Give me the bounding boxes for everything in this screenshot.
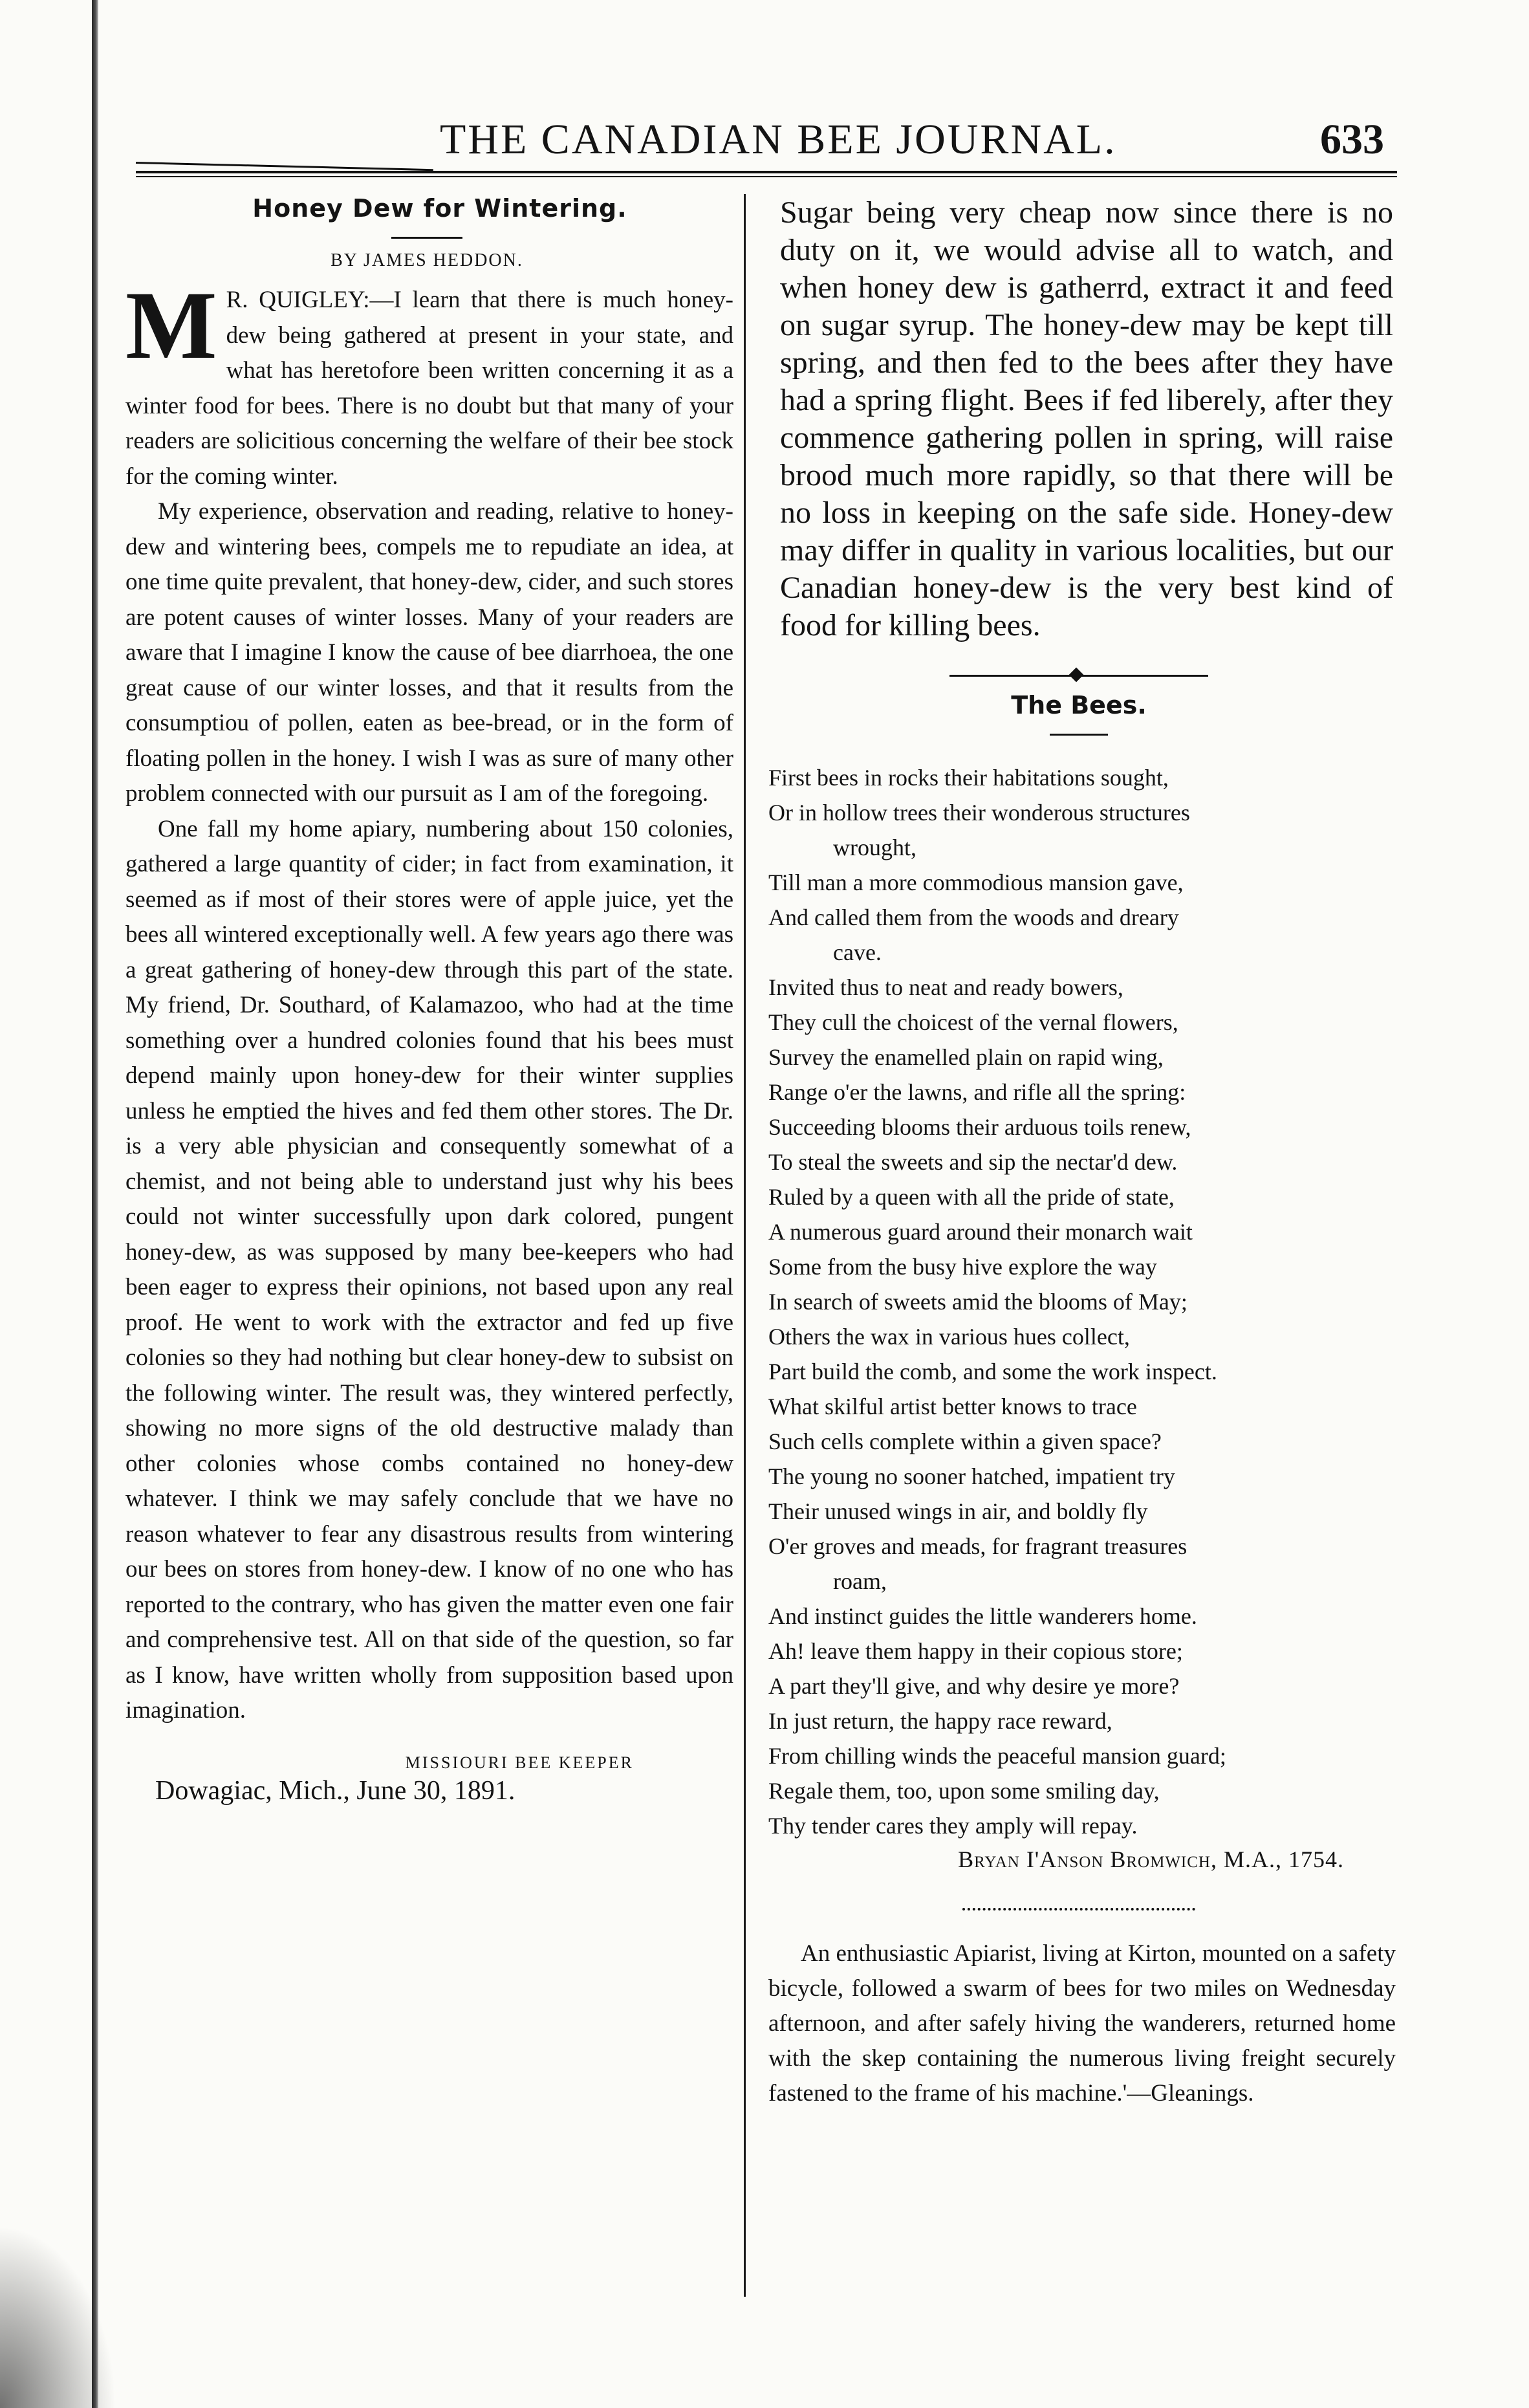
column-divider xyxy=(744,194,746,2297)
poem-line: Their unused wings in air, and boldly fly xyxy=(768,1498,1148,1524)
poem-line: And instinct guides the little wanderers home. xyxy=(768,1603,1197,1629)
poem-line: Regale them, too, upon some smiling day, xyxy=(768,1778,1160,1804)
poem-body xyxy=(755,760,1402,1843)
poem-line: Ah! leave them happy in their copious store; xyxy=(768,1638,1183,1664)
poem-line: First bees in rocks their habitations sought, xyxy=(768,765,1169,791)
dotted-separator xyxy=(962,1908,1195,1910)
article-body xyxy=(116,272,737,1729)
poem-line: In just return, the happy race reward, xyxy=(768,1708,1112,1734)
article-paragraph: One fall my home apiary, numbering about 150 colonies, gathered a large quantity of cider; in fact from examination, it seemed as if most of their stores were of apple juice, yet the bees all wintered exceptionally well. A few years ago there was a great gathering of honey-dew through this part of the state. My friend, Dr. Southard, of Kalamazoo, who had at the time something over a hundred colonies found that his bees must depend mainly upon honey-dew for their winter supplies unless he emptied the hives and fed them other stores. The Dr. is a very able physician and consequently somewhat of a chemist, and not being able to understand just why his bees could not winter successfully upon dark colored, pungent honey-dew, as was supposed by many bee-keepers who had been eager to express their opinions, not based upon any real proof. He went to work with the extractor and fed up five colonies so they had nothing but clear honey-dew to subsist on the following winter. The result was, they wintered perfectly, showing no more signs of the old destructive malady than other colonies whose combs contained no honey-dew whatever. I think we may safely conclude that we have no reason whatever to fear any disastrous results from wintering our bees on stores from honey-dew. I know of no one who has reported to the contrary, who has given the matter even one fair and comprehensive test. All on that side of the question, so far as I know, have written wholly from supposition based upon imagination. xyxy=(125,815,733,1724)
header-swash-rule xyxy=(136,162,433,171)
title-rule xyxy=(391,237,462,239)
poem-line: roam, xyxy=(833,1568,887,1594)
poem-line: They cull the choicest of the vernal flowers, xyxy=(768,1009,1178,1035)
poem-line: A part they'll give, and why desire ye more? xyxy=(768,1673,1180,1699)
poem-line: Invited thus to neat and ready bowers, xyxy=(768,974,1123,1000)
page-corner-shadow xyxy=(0,2226,116,2408)
poem-line: What skilful artist better knows to trace xyxy=(768,1394,1137,1419)
poem-line: From chilling winds the peaceful mansion guard; xyxy=(768,1743,1226,1769)
poem-line: In search of sweets amid the blooms of May; xyxy=(768,1289,1187,1315)
poem-line: Ruled by a queen with all the pride of state, xyxy=(768,1184,1175,1210)
article-signoff xyxy=(116,1753,737,1806)
poem-line: Succeeding blooms their arduous toils renew, xyxy=(768,1114,1191,1140)
poem-line: Some from the busy hive explore the way xyxy=(768,1254,1157,1280)
right-column xyxy=(755,194,1402,2111)
article-paragraph: My experience, observation and reading, relative to honey-dew and wintering bees, compels me to repudiate an idea, at one time quite prevalent, that honey-dew, cider, and such stores are potent causes of winter losses. Many of your readers are aware that I imagine I know the cause of bee diarrhoea, the one great cause of our winter losses, and that it results from the consumptiou of pollen, eaten as bee-bread, or in the form of floating pollen in the honey. I wish I was as sure of many other problem connected with our pursuit as I am of the foregoing. xyxy=(125,498,733,807)
poem-title: The Bees. xyxy=(1011,691,1147,719)
poem-line: Part build the comb, and some the work inspect. xyxy=(768,1359,1217,1385)
poem-line: Thy tender cares they amply will repay. xyxy=(768,1813,1138,1839)
running-header xyxy=(136,104,1397,181)
poem-line: Till man a more commodious mansion gave, xyxy=(768,870,1184,895)
header-double-rule xyxy=(136,171,1397,177)
poem-line: A numerous guard around their monarch wait xyxy=(768,1219,1193,1245)
poem-line: O'er groves and meads, for fragrant treasures xyxy=(768,1533,1187,1559)
article-title: Honey Dew for Wintering. xyxy=(252,194,627,223)
poem-line: Or in hollow trees their wonderous structures xyxy=(768,800,1190,826)
poem-credit: Bryan I'Anson Bromwich, M.A., 1754. xyxy=(958,1846,1344,1872)
article-source: MISSIOURI BEE KEEPER xyxy=(405,1753,634,1772)
article-byline: BY JAMES HEDDON. xyxy=(331,250,523,270)
poem-line: Such cells complete within a given space? xyxy=(768,1428,1162,1454)
article-place-date: Dowagiac, Mich., June 30, 1891. xyxy=(155,1775,515,1806)
poem-line: And called them from the woods and dreary xyxy=(768,904,1179,930)
poem-line: Survey the enamelled plain on rapid wing, xyxy=(768,1044,1164,1070)
ornament-diamond-icon xyxy=(1069,668,1084,683)
poem-title-rule xyxy=(1050,734,1108,736)
poem-line: Others the wax in various hues collect, xyxy=(768,1324,1130,1350)
editorial-note: Sugar being very cheap now since there is no duty on it, we would advise all to watch, and when honey dew is gatherrd, extract it and feed on sugar syrup. The honey-dew may be kept till spring, and then fed to the bees after they have had a spring flight. Bees if fed liberely, after they commence gathering pollen in spring, will raise brood much more rapidly, so that there will be no loss in keeping on the safe side. Honey-dew may differ in quality in various localities, but our Canadian honey-dew is the very best kind of food for killing bees. xyxy=(780,195,1393,642)
news-item xyxy=(755,1936,1402,2111)
page-number: 633 xyxy=(1320,116,1384,163)
poem-line: wrought, xyxy=(833,835,916,860)
drop-cap: M xyxy=(125,272,217,379)
poem-line: Range o'er the lawns, and rifle all the spring: xyxy=(768,1079,1186,1105)
article-paragraph xyxy=(125,272,733,494)
journal-title: THE CANADIAN BEE JOURNAL. xyxy=(440,116,1117,163)
left-column xyxy=(116,194,737,1806)
poem-line: To steal the sweets and sip the nectar'd dew. xyxy=(768,1149,1178,1175)
news-item-text: An enthusiastic Apiarist, living at Kirton, mounted on a safety bicycle, followed a swarm of bees for two miles on Wednesday afternoon, and after safely hiving the wanderers, returned home with the skep containing the numerous living freight securely fastened to the frame of his machine.'—Gleanings. xyxy=(768,1940,1396,2107)
poem-line: cave. xyxy=(833,939,882,965)
article-paragraph-text: R. QUIGLEY:—I learn that there is much honey-dew being gathered at present in your state, and what has heretofore been written concerning it as a winter food for bees. There is no doubt but that many of your readers are solicitious concerning the welfare of their bee stock for the coming winter. xyxy=(125,287,733,490)
poem-line: The young no sooner hatched, impatient try xyxy=(768,1463,1175,1489)
ornament-rule xyxy=(949,669,1208,682)
page-binding-edge xyxy=(92,0,98,2408)
